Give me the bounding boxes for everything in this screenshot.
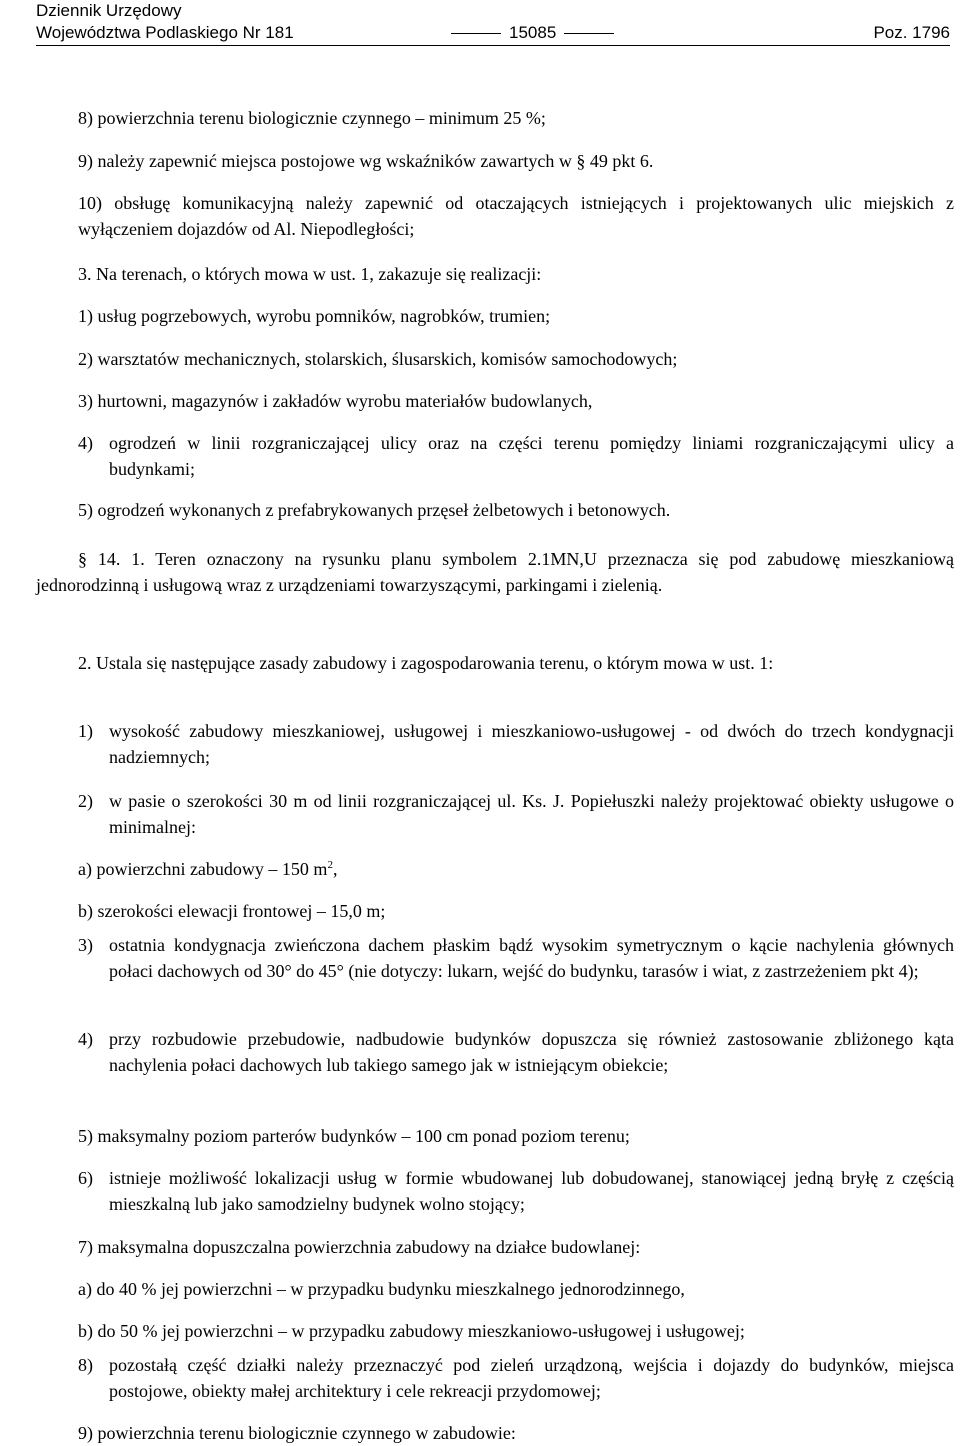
list-number: 6) xyxy=(78,1168,93,1188)
list-item-end: , xyxy=(332,859,338,879)
list-item: 9) powierzchnia terenu biologicznie czynnego w zabudowie: xyxy=(78,1423,516,1443)
list-item: istnieje możliwość lokalizacji usług w formie wbudowanej lub dobudowanej, stanowiącej jedną bryłę z częścią mieszkalną lub jako samodzielny budynek wolno stojący; xyxy=(109,1168,954,1214)
list-item xyxy=(78,856,337,882)
list-number: 4) xyxy=(78,433,93,453)
list-item: 7) maksymalna dopuszczalna powierzchnia zabudowy na działce budowlanej: xyxy=(78,1237,641,1257)
list-item-text: a) powierzchni zabudowy – 150 m xyxy=(78,859,328,879)
paragraph-section: § 14. 1. Teren oznaczony na rysunku planu symbolem 2.1MN,U przeznacza się pod zabudowę mieszkaniową jednorodzinną i usługową wraz z urządzeniami towarzyszącymi, parkingami i zielenią. xyxy=(36,549,954,595)
paragraph: 2. Ustala się następujące zasady zabudowy i zagospodarowania terenu, o którym mowa w ust. 1: xyxy=(78,653,774,673)
list-item: 2) warsztatów mechanicznych, stolarskich, ślusarskich, komisów samochodowych; xyxy=(78,349,678,369)
list-item: ostatnia kondygnacja zwieńczona dachem płaskim bądź wysokim symetrycznym o kącie nachylenia głównych połaci dachowych od 30° do 45° (nie dotyczy: lukarn, wejść do budynku, tarasów i wiat, z zastrzeżeniem pkt 4); xyxy=(109,935,954,981)
list-item: pozostałą część działki należy przeznaczyć pod zieleń urządzoną, wejścia i dojazdy do budynków, miejsca postojowe, obiekty małej architektury i cele rekreacji przydomowej; xyxy=(109,1355,954,1401)
list-item: przy rozbudowie przebudowie, nadbudowie budynków dopuszcza się również zastosowanie zbliżonego kąta nachylenia połaci dachowych lub takiego samego jak w istniejącym obiekcie; xyxy=(109,1029,954,1075)
paragraph: 10) obsługę komunikacyjną należy zapewnić od otaczających istniejących i projektowanych ulic miejskich z wyłączeniem dojazdów od Al. Niepodległości; xyxy=(78,193,954,239)
list-item xyxy=(109,430,954,482)
list-item: wysokość zabudowy mieszkaniowej, usługowej i mieszkaniowo-usługowej - od dwóch do trzech kondygnacji nadziemnych; xyxy=(109,721,954,767)
list-item: b) szerokości elewacji frontowej – 15,0 m; xyxy=(78,901,386,921)
paragraph: 8) powierzchnia terenu biologicznie czynnego – minimum 25 %; xyxy=(78,108,546,128)
list-number: 3) xyxy=(78,935,93,955)
list-item: 1) usług pogrzebowych, wyrobu pomników, nagrobków, trumien; xyxy=(78,306,551,326)
list-item: 5) ogrodzeń wykonanych z prefabrykowanych przęseł żelbetowych i betonowych. xyxy=(78,500,671,520)
list-item: a) do 40 % jej powierzchni – w przypadku budynku mieszkalnego jednorodzinnego, xyxy=(78,1279,685,1299)
paragraph: 9) należy zapewnić miejsca postojowe wg wskaźników zawartych w § 49 pkt 6. xyxy=(78,151,654,171)
superscript: 2 xyxy=(327,859,333,871)
list-number: 2) xyxy=(78,791,93,811)
paragraph: 3. Na terenach, o których mowa w ust. 1, zakazuje się realizacji: xyxy=(78,264,542,284)
list-item: 5) maksymalny poziom parterów budynków – 100 cm ponad poziom terenu; xyxy=(78,1126,630,1146)
list-number: 4) xyxy=(78,1029,93,1049)
position-number: Poz. 1796 xyxy=(873,23,950,42)
list-item-text: ogrodzeń w linii rozgraniczającej ulicy oraz na części terenu pomiędzy liniami rozgraniczającymi ulicy a budynkami; xyxy=(109,433,954,479)
journal-subtitle: Województwa Podlaskiego Nr 181 xyxy=(36,23,294,42)
list-item: 3) hurtowni, magazynów i zakładów wyrobu materiałów budowlanych, xyxy=(78,391,593,411)
page-number: 15085 xyxy=(509,23,557,42)
list-item: b) do 50 % jej powierzchni – w przypadku zabudowy mieszkaniowo-usługowej i usługowej; xyxy=(78,1321,745,1341)
list-number: 8) xyxy=(78,1355,93,1375)
journal-title: Dziennik Urzędowy xyxy=(36,1,182,20)
list-item: w pasie o szerokości 30 m od linii rozgraniczającej ul. Ks. J. Popiełuszki należy projektować obiekty usługowe o minimalnej: xyxy=(109,791,954,837)
list-number: 1) xyxy=(78,721,93,741)
